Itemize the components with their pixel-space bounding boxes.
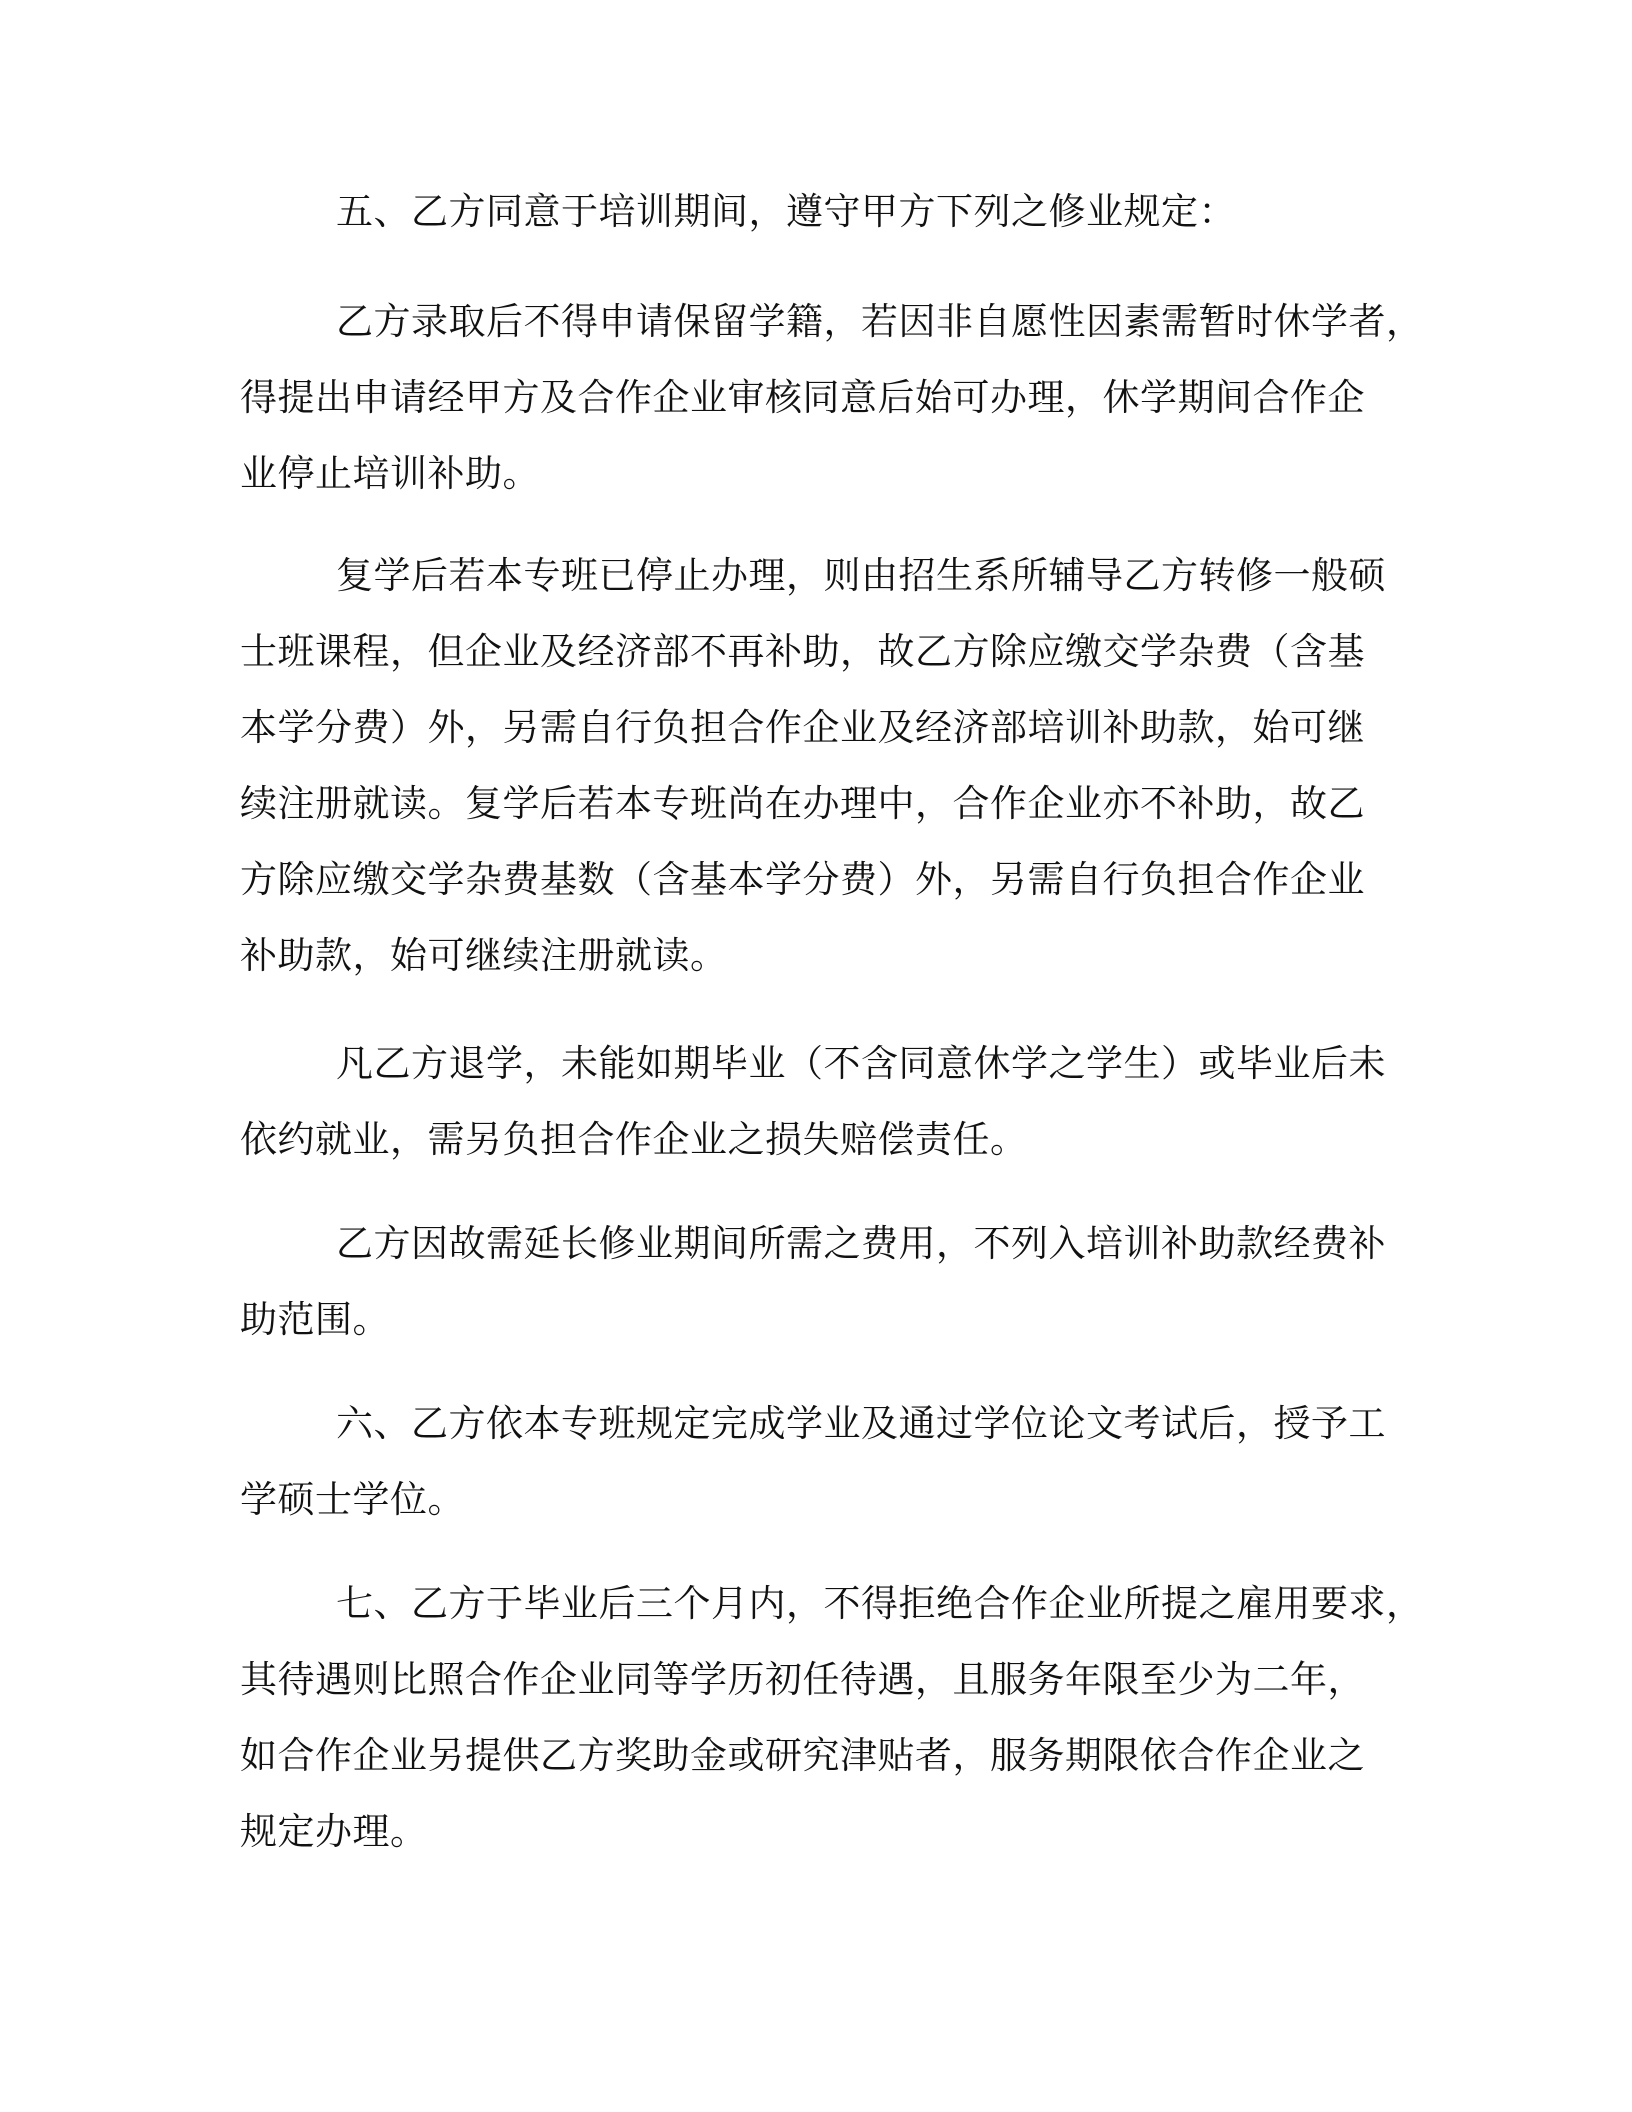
paragraph-line: 补助款，始可继续注册就读。: [240, 934, 728, 977]
paragraph-line: 如合作企业另提供乙方奖助金或研究津贴者，服务期限依合作企业之: [240, 1734, 1365, 1777]
paragraph-line: 依约就业，需另负担合作企业之损失赔偿责任。: [240, 1118, 1028, 1161]
paragraph-line: 乙方录取后不得申请保留学籍，若因非自愿性因素需暂时休学者，: [336, 300, 1424, 343]
paragraph-line: 助范围。: [240, 1298, 390, 1341]
paragraph-line: 续注册就读。复学后若本专班尚在办理中，合作企业亦不补助，故乙: [240, 782, 1365, 825]
clause-5-heading: 五、乙方同意于培训期间，遵守甲方下列之修业规定：: [336, 190, 1236, 233]
paragraph-line: 本学分费）外，另需自行负担合作企业及经济部培训补助款，始可继: [240, 706, 1365, 749]
paragraph-line: 士班课程，但企业及经济部不再补助，故乙方除应缴交学杂费（含基: [240, 630, 1365, 673]
paragraph-line: 乙方因故需延长修业期间所需之费用，不列入培训补助款经费补: [336, 1222, 1386, 1265]
paragraph-line: 学硕士学位。: [240, 1478, 465, 1521]
paragraph-line: 其待遇则比照合作企业同等学历初任待遇，且服务年限至少为二年，: [240, 1658, 1365, 1701]
paragraph-line: 业停止培训补助。: [240, 452, 540, 495]
paragraph-line: 方除应缴交学杂费基数（含基本学分费）外，另需自行负担合作企业: [240, 858, 1365, 901]
paragraph-line: 凡乙方退学，未能如期毕业（不含同意休学之学生）或毕业后未: [336, 1042, 1386, 1085]
paragraph-line: 规定办理。: [240, 1810, 428, 1853]
paragraph-line: 复学后若本专班已停止办理，则由招生系所辅导乙方转修一般硕: [336, 554, 1386, 597]
clause-6-heading: 六、乙方依本专班规定完成学业及通过学位论文考试后，授予工: [336, 1402, 1386, 1445]
clause-7-heading: 七、乙方于毕业后三个月内，不得拒绝合作企业所提之雇用要求，: [336, 1582, 1424, 1625]
paragraph-line: 得提出申请经甲方及合作企业审核同意后始可办理，休学期间合作企: [240, 376, 1365, 419]
